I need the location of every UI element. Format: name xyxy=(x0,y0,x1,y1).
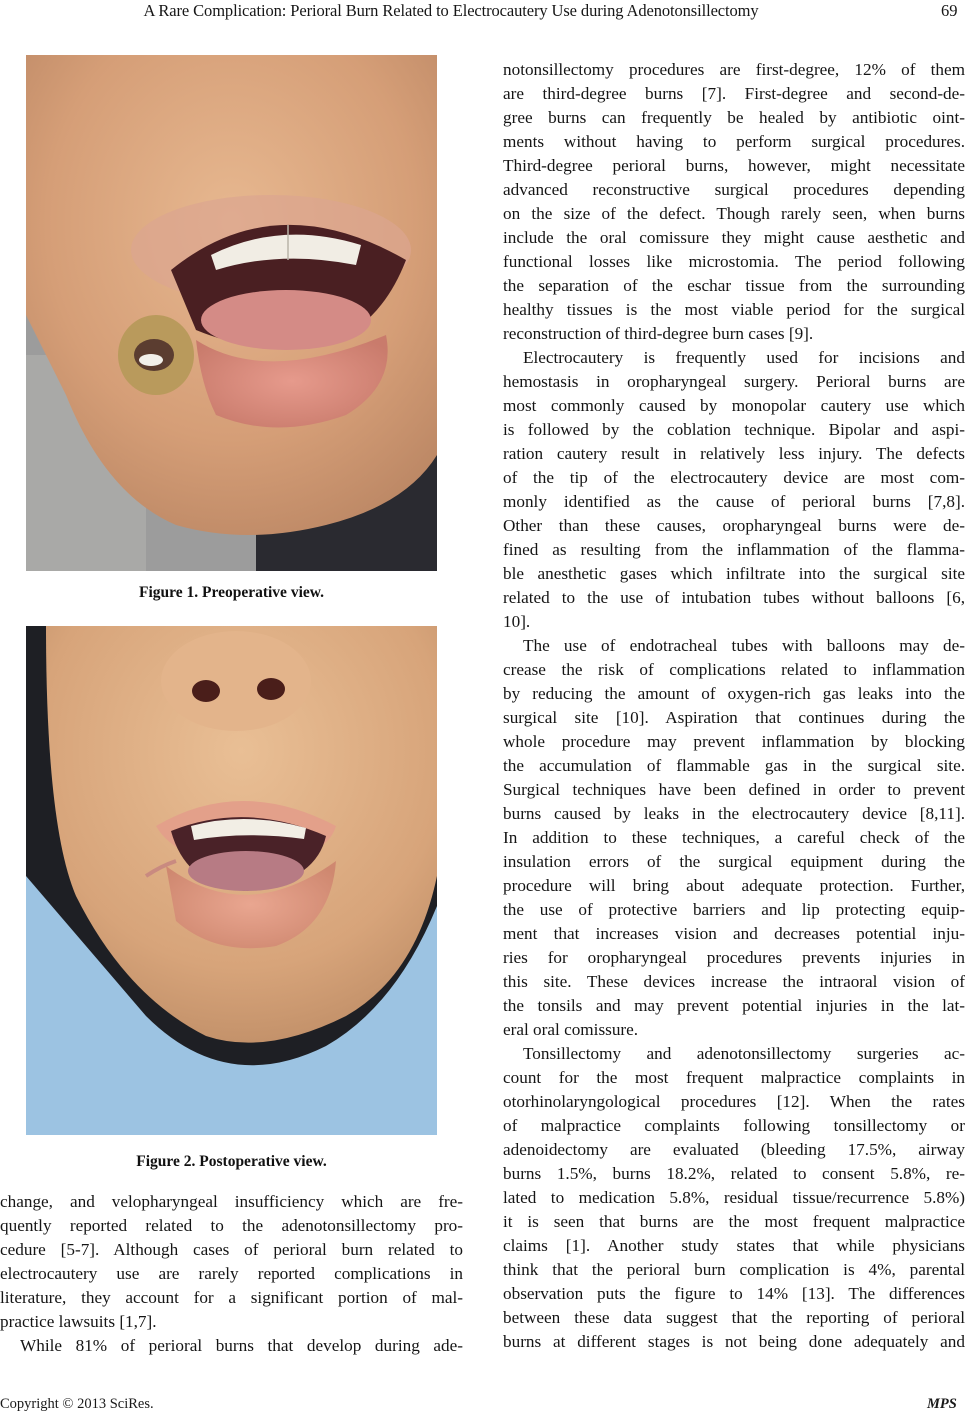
right-column-text xyxy=(503,58,965,1354)
text-line: The use of endotracheal tubes with balloons may de- xyxy=(523,636,965,655)
text-line: change, and velopharyngeal insufficiency which are fre- xyxy=(0,1192,463,1211)
text-line: cedure [5-7]. Although cases of perioral burn related to xyxy=(0,1240,463,1259)
text-line: of malpractice complaints following tonsillectomy or xyxy=(503,1116,965,1135)
text-line: procedure will bring about adequate protection. Further, xyxy=(503,876,965,895)
text-line: otorhinolaryngological procedures [12]. When the rates xyxy=(503,1092,965,1111)
text-line: by reducing the amount of oxygen-rich gas leaks into the xyxy=(503,684,965,703)
text-line: ments without having to perform surgical procedures. xyxy=(503,132,965,151)
left-column-text xyxy=(0,1190,463,1358)
running-header xyxy=(0,0,971,24)
text-line: Surgical techniques have been defined in order to prevent xyxy=(503,780,965,799)
text-line: ment that increases vision and decreases potential inju- xyxy=(503,924,965,943)
text-line: the use of protective barriers and lip protecting equip- xyxy=(503,900,965,919)
text-line: quently reported related to the adenotonsillectomy pro- xyxy=(0,1216,463,1235)
text-line: it is seen that burns are the most frequent malpractice xyxy=(503,1212,965,1231)
text-line: lated to medication 5.8%, residual tissue/recurrence 5.8%) xyxy=(503,1188,965,1207)
text-line: reconstruction of third-degree burn cases [9]. xyxy=(503,324,814,343)
text-line: on the size of the defect. Though rarely seen, when burns xyxy=(503,204,965,223)
text-line: 10]. xyxy=(503,612,531,631)
text-line: burns caused by leaks in the electrocautery device [8,11]. xyxy=(503,804,965,823)
text-line: literature, they account for a significant portion of mal- xyxy=(0,1288,463,1307)
text-line: include the oral comissure they might cause aesthetic and xyxy=(503,228,965,247)
page-number: 69 xyxy=(941,1,958,20)
text-line: crease the risk of complications related to inflammation xyxy=(503,660,965,679)
text-line: burns at different stages is not being done adequately and xyxy=(503,1332,965,1351)
text-line: Other than these causes, oropharyngeal burns were de- xyxy=(503,516,965,535)
text-line: of the tip of the electrocautery device are most com- xyxy=(503,468,965,487)
text-line: eral oral comissure. xyxy=(503,1020,639,1039)
text-line: observation puts the figure to 14% [13]. The differences xyxy=(503,1284,965,1303)
text-line: most commonly caused by monopolar cautery use which xyxy=(503,396,965,415)
text-line: Third-degree perioral burns, however, might necessitate xyxy=(503,156,965,175)
text-line: are third-degree burns [7]. First-degree and second-de- xyxy=(503,84,965,103)
text-line: practice lawsuits [1,7]. xyxy=(0,1312,157,1331)
figure-1-image xyxy=(26,55,437,571)
text-line: hemostasis in oropharyngeal surgery. Perioral burns are xyxy=(503,372,965,391)
text-line: fined as resulting from the inflammation of the flamma- xyxy=(503,540,965,559)
text-line: burns 1.5%, burns 18.2%, related to consent 5.8%, re- xyxy=(503,1164,965,1183)
footer-journal-abbrev: MPS xyxy=(927,1396,957,1412)
figure-1-caption: Figure 1. Preoperative view. xyxy=(139,584,324,601)
footer-copyright: Copyright © 2013 SciRes. xyxy=(0,1396,154,1412)
preoperative-photo xyxy=(26,55,437,571)
text-line: ble anesthetic gases which infiltrate into the surgical site xyxy=(503,564,965,583)
text-line: monly identified as the cause of perioral burns [7,8]. xyxy=(503,492,965,511)
text-line: adenoidectomy are evaluated (bleeding 17.5%, airway xyxy=(503,1140,965,1159)
text-line: between these data suggest that the reporting of perioral xyxy=(503,1308,965,1327)
text-line: think that the perioral burn complication is 4%, parental xyxy=(503,1260,965,1279)
text-line: claims [1]. Another study states that while physicians xyxy=(503,1236,965,1255)
figure-2-image xyxy=(26,626,437,1135)
text-line: gree burns can frequently be healed by antibiotic oint- xyxy=(503,108,965,127)
text-line: ration cautery result in relatively less injury. The defects xyxy=(503,444,965,463)
text-line: notonsillectomy procedures are first-degree, 12% of them xyxy=(503,60,965,79)
text-line: related to the use of intubation tubes without balloons [6, xyxy=(503,588,965,607)
text-line: Tonsillectomy and adenotonsillectomy surgeries ac- xyxy=(523,1044,965,1063)
text-line: this site. These devices increase the intraoral vision of xyxy=(503,972,965,991)
text-line: the separation of the eschar tissue from the surrounding xyxy=(503,276,965,295)
text-line: electrocautery use are rarely reported complications in xyxy=(0,1264,463,1283)
text-line: ries for oropharyngeal procedures prevents injuries in xyxy=(503,948,965,967)
text-line: In addition to these techniques, a careful check of the xyxy=(503,828,965,847)
text-line: surgical site [10]. Aspiration that continues during the xyxy=(503,708,965,727)
text-line: While 81% of perioral burns that develop during ade- xyxy=(20,1336,463,1355)
text-line: functional losses like microstomia. The period following xyxy=(503,252,965,271)
text-line: Electrocautery is frequently used for incisions and xyxy=(523,348,965,367)
text-line: healthy tissues is the most viable period for the surgical xyxy=(503,300,965,319)
text-line: the tonsils and may prevent potential injuries in the lat- xyxy=(503,996,965,1015)
text-line: insulation errors of the surgical equipment during the xyxy=(503,852,965,871)
text-line: count for the most frequent malpractice complaints in xyxy=(503,1068,965,1087)
postoperative-photo xyxy=(26,626,437,1135)
text-line: whole procedure may prevent inflammation by blocking xyxy=(503,732,965,751)
running-title: A Rare Complication: Perioral Burn Related to Electrocautery Use during Adenotonsillectomy xyxy=(143,1,759,20)
text-line: the accumulation of flammable gas in the surgical site. xyxy=(503,756,965,775)
figure-2-caption: Figure 2. Postoperative view. xyxy=(136,1153,327,1170)
text-line: advanced reconstructive surgical procedures depending xyxy=(503,180,965,199)
text-line: is followed by the coblation technique. Bipolar and aspi- xyxy=(503,420,965,439)
